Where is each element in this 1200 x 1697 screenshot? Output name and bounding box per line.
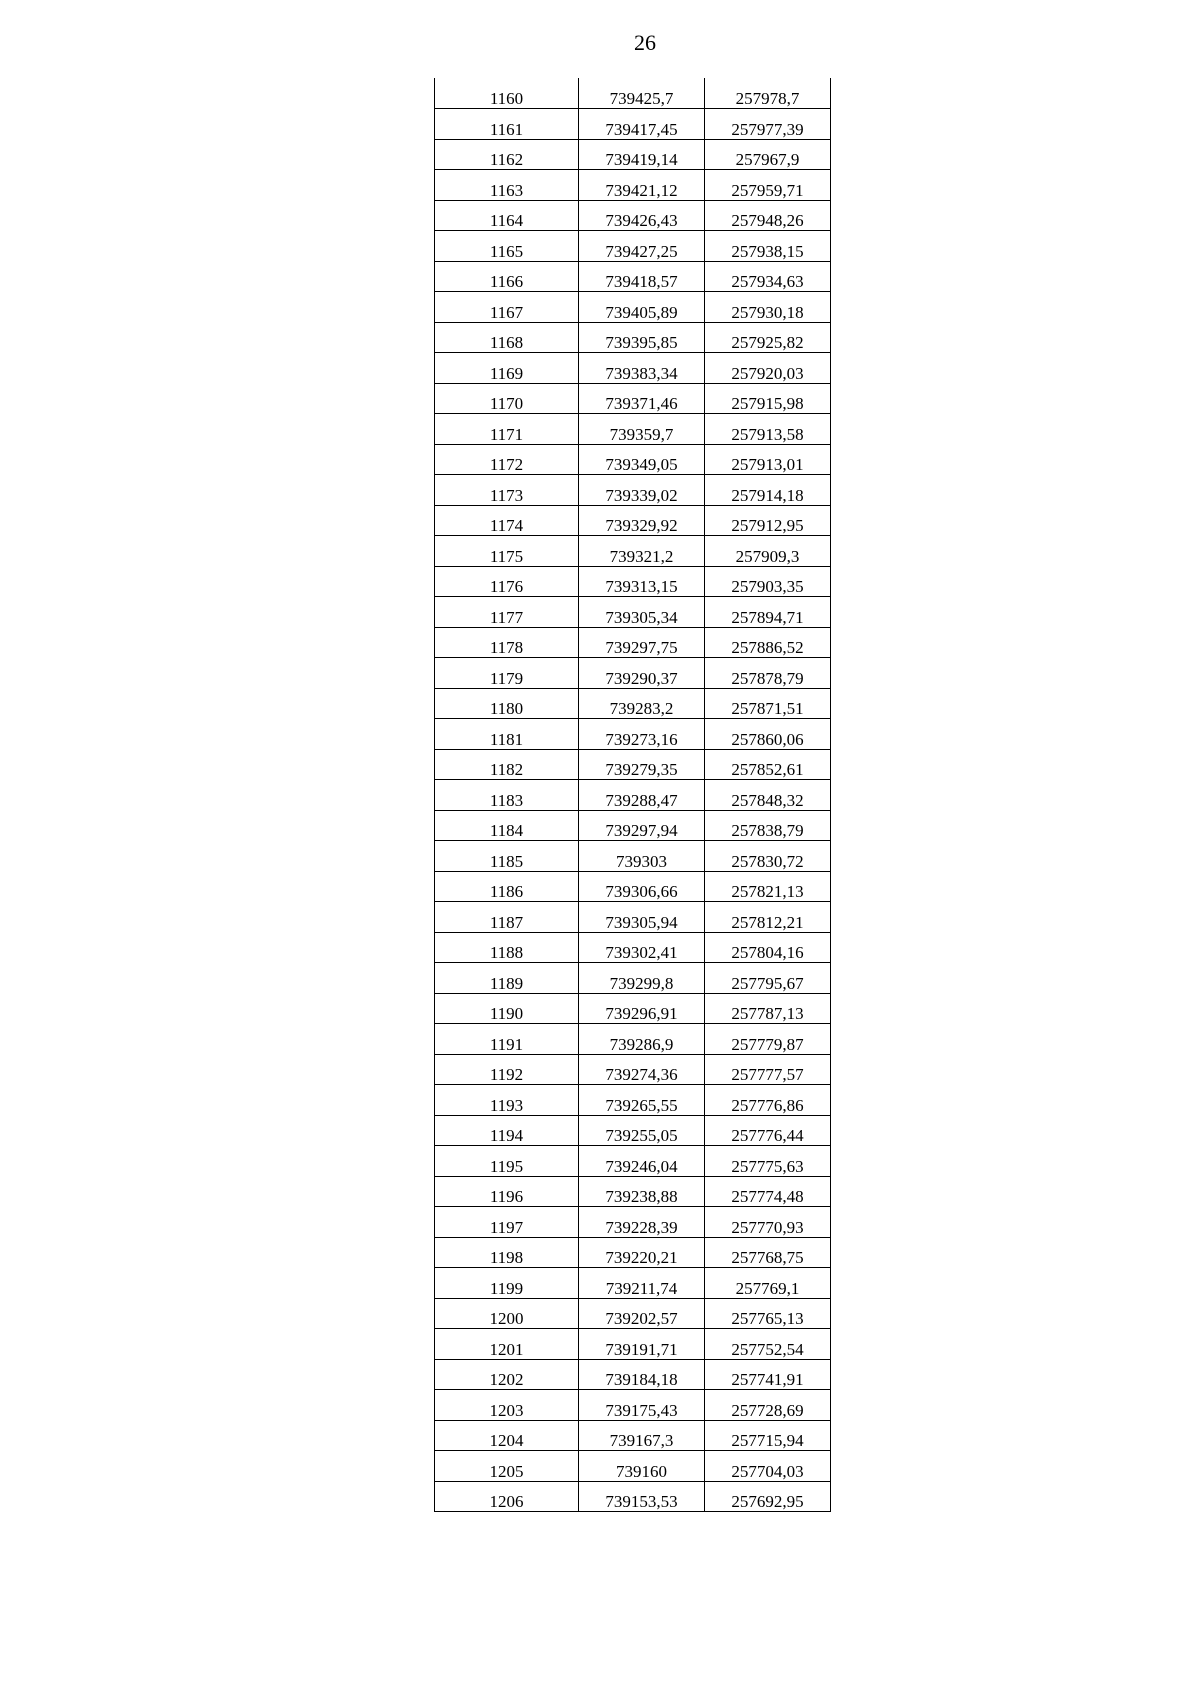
x-coordinate-cell: 739418,57 — [579, 261, 705, 292]
x-coordinate-cell: 739395,85 — [579, 322, 705, 353]
table-row — [435, 1085, 831, 1116]
table-row — [435, 322, 831, 353]
y-coordinate-cell: 257795,67 — [705, 963, 831, 994]
table-row — [435, 1146, 831, 1177]
table-row — [435, 200, 831, 231]
table-row — [435, 1115, 831, 1146]
point-number-cell: 1175 — [435, 536, 579, 567]
y-coordinate-cell: 257967,9 — [705, 139, 831, 170]
y-coordinate-cell: 257812,21 — [705, 902, 831, 933]
y-coordinate-cell: 257886,52 — [705, 627, 831, 658]
table-row — [435, 231, 831, 262]
y-coordinate-cell: 257871,51 — [705, 688, 831, 719]
point-number-cell: 1186 — [435, 871, 579, 902]
point-number-cell: 1169 — [435, 353, 579, 384]
table-row — [435, 658, 831, 689]
x-coordinate-cell: 739290,37 — [579, 658, 705, 689]
x-coordinate-cell: 739313,15 — [579, 566, 705, 597]
point-number-cell: 1204 — [435, 1420, 579, 1451]
y-coordinate-cell: 257934,63 — [705, 261, 831, 292]
y-coordinate-cell: 257704,03 — [705, 1451, 831, 1482]
table-row — [435, 536, 831, 567]
table-row — [435, 932, 831, 963]
table-row — [435, 170, 831, 201]
y-coordinate-cell: 257959,71 — [705, 170, 831, 201]
y-coordinate-cell: 257692,95 — [705, 1481, 831, 1512]
table-row — [435, 1390, 831, 1421]
y-coordinate-cell: 257913,58 — [705, 414, 831, 445]
y-coordinate-cell: 257912,95 — [705, 505, 831, 536]
point-number-cell: 1185 — [435, 841, 579, 872]
y-coordinate-cell: 257774,48 — [705, 1176, 831, 1207]
table-row — [435, 1451, 831, 1482]
table-row — [435, 505, 831, 536]
x-coordinate-cell: 739238,88 — [579, 1176, 705, 1207]
y-coordinate-cell: 257765,13 — [705, 1298, 831, 1329]
y-coordinate-cell: 257915,98 — [705, 383, 831, 414]
table-row — [435, 414, 831, 445]
point-number-cell: 1198 — [435, 1237, 579, 1268]
point-number-cell: 1173 — [435, 475, 579, 506]
y-coordinate-cell: 257728,69 — [705, 1390, 831, 1421]
x-coordinate-cell: 739279,35 — [579, 749, 705, 780]
y-coordinate-cell: 257821,13 — [705, 871, 831, 902]
point-number-cell: 1177 — [435, 597, 579, 628]
table-row — [435, 902, 831, 933]
x-coordinate-cell: 739419,14 — [579, 139, 705, 170]
x-coordinate-cell: 739191,71 — [579, 1329, 705, 1360]
point-number-cell: 1168 — [435, 322, 579, 353]
y-coordinate-cell: 257938,15 — [705, 231, 831, 262]
table-row — [435, 444, 831, 475]
x-coordinate-cell: 739246,04 — [579, 1146, 705, 1177]
point-number-cell: 1183 — [435, 780, 579, 811]
point-number-cell: 1165 — [435, 231, 579, 262]
x-coordinate-cell: 739417,45 — [579, 109, 705, 140]
x-coordinate-cell: 739329,92 — [579, 505, 705, 536]
y-coordinate-cell: 257903,35 — [705, 566, 831, 597]
x-coordinate-cell: 739339,02 — [579, 475, 705, 506]
table-row — [435, 475, 831, 506]
point-number-cell: 1176 — [435, 566, 579, 597]
point-number-cell: 1205 — [435, 1451, 579, 1482]
point-number-cell: 1200 — [435, 1298, 579, 1329]
y-coordinate-cell: 257920,03 — [705, 353, 831, 384]
point-number-cell: 1197 — [435, 1207, 579, 1238]
y-coordinate-cell: 257777,57 — [705, 1054, 831, 1085]
y-coordinate-cell: 257776,44 — [705, 1115, 831, 1146]
table-row — [435, 1237, 831, 1268]
point-number-cell: 1179 — [435, 658, 579, 689]
table-row — [435, 109, 831, 140]
table-row — [435, 688, 831, 719]
x-coordinate-cell: 739305,34 — [579, 597, 705, 628]
point-number-cell: 1202 — [435, 1359, 579, 1390]
page-number: 26 — [634, 30, 656, 55]
x-coordinate-cell: 739305,94 — [579, 902, 705, 933]
point-number-cell: 1171 — [435, 414, 579, 445]
x-coordinate-cell: 739175,43 — [579, 1390, 705, 1421]
x-coordinate-cell: 739160 — [579, 1451, 705, 1482]
y-coordinate-cell: 257775,63 — [705, 1146, 831, 1177]
y-coordinate-cell: 257779,87 — [705, 1024, 831, 1055]
point-number-cell: 1161 — [435, 109, 579, 140]
x-coordinate-cell: 739426,43 — [579, 200, 705, 231]
point-number-cell: 1203 — [435, 1390, 579, 1421]
y-coordinate-cell: 257768,75 — [705, 1237, 831, 1268]
point-number-cell: 1172 — [435, 444, 579, 475]
x-coordinate-cell: 739425,7 — [579, 78, 705, 109]
table-row — [435, 1268, 831, 1299]
point-number-cell: 1191 — [435, 1024, 579, 1055]
x-coordinate-cell: 739303 — [579, 841, 705, 872]
table-row — [435, 1207, 831, 1238]
x-coordinate-cell: 739286,9 — [579, 1024, 705, 1055]
table-row — [435, 292, 831, 323]
x-coordinate-cell: 739405,89 — [579, 292, 705, 323]
x-coordinate-cell: 739359,7 — [579, 414, 705, 445]
y-coordinate-cell: 257978,7 — [705, 78, 831, 109]
x-coordinate-cell: 739273,16 — [579, 719, 705, 750]
point-number-cell: 1195 — [435, 1146, 579, 1177]
x-coordinate-cell: 739299,8 — [579, 963, 705, 994]
table-row — [435, 1420, 831, 1451]
y-coordinate-cell: 257894,71 — [705, 597, 831, 628]
table-row — [435, 1176, 831, 1207]
x-coordinate-cell: 739255,05 — [579, 1115, 705, 1146]
x-coordinate-cell: 739421,12 — [579, 170, 705, 201]
x-coordinate-cell: 739427,25 — [579, 231, 705, 262]
x-coordinate-cell: 739321,2 — [579, 536, 705, 567]
point-number-cell: 1180 — [435, 688, 579, 719]
y-coordinate-cell: 257977,39 — [705, 109, 831, 140]
y-coordinate-cell: 257776,86 — [705, 1085, 831, 1116]
point-number-cell: 1163 — [435, 170, 579, 201]
x-coordinate-cell: 739184,18 — [579, 1359, 705, 1390]
x-coordinate-cell: 739297,94 — [579, 810, 705, 841]
table-row — [435, 1054, 831, 1085]
coordinates-table-body — [435, 78, 831, 1512]
table-row — [435, 1024, 831, 1055]
y-coordinate-cell: 257878,79 — [705, 658, 831, 689]
x-coordinate-cell: 739283,2 — [579, 688, 705, 719]
y-coordinate-cell: 257838,79 — [705, 810, 831, 841]
y-coordinate-cell: 257930,18 — [705, 292, 831, 323]
point-number-cell: 1206 — [435, 1481, 579, 1512]
y-coordinate-cell: 257770,93 — [705, 1207, 831, 1238]
table-row — [435, 627, 831, 658]
y-coordinate-cell: 257787,13 — [705, 993, 831, 1024]
x-coordinate-cell: 739288,47 — [579, 780, 705, 811]
x-coordinate-cell: 739296,91 — [579, 993, 705, 1024]
point-number-cell: 1167 — [435, 292, 579, 323]
point-number-cell: 1187 — [435, 902, 579, 933]
y-coordinate-cell: 257848,32 — [705, 780, 831, 811]
point-number-cell: 1162 — [435, 139, 579, 170]
table-row — [435, 566, 831, 597]
y-coordinate-cell: 257925,82 — [705, 322, 831, 353]
table-row — [435, 383, 831, 414]
point-number-cell: 1192 — [435, 1054, 579, 1085]
point-number-cell: 1160 — [435, 78, 579, 109]
point-number-cell: 1196 — [435, 1176, 579, 1207]
table-row — [435, 597, 831, 628]
point-number-cell: 1164 — [435, 200, 579, 231]
point-number-cell: 1189 — [435, 963, 579, 994]
y-coordinate-cell: 257769,1 — [705, 1268, 831, 1299]
table-row — [435, 1298, 831, 1329]
point-number-cell: 1188 — [435, 932, 579, 963]
table-row — [435, 353, 831, 384]
table-row — [435, 1329, 831, 1360]
point-number-cell: 1170 — [435, 383, 579, 414]
y-coordinate-cell: 257804,16 — [705, 932, 831, 963]
point-number-cell: 1182 — [435, 749, 579, 780]
x-coordinate-cell: 739349,05 — [579, 444, 705, 475]
table-row — [435, 78, 831, 109]
x-coordinate-cell: 739274,36 — [579, 1054, 705, 1085]
x-coordinate-cell: 739302,41 — [579, 932, 705, 963]
y-coordinate-cell: 257830,72 — [705, 841, 831, 872]
x-coordinate-cell: 739220,21 — [579, 1237, 705, 1268]
y-coordinate-cell: 257860,06 — [705, 719, 831, 750]
x-coordinate-cell: 739383,34 — [579, 353, 705, 384]
x-coordinate-cell: 739153,53 — [579, 1481, 705, 1512]
x-coordinate-cell: 739265,55 — [579, 1085, 705, 1116]
x-coordinate-cell: 739297,75 — [579, 627, 705, 658]
x-coordinate-cell: 739371,46 — [579, 383, 705, 414]
table-row — [435, 139, 831, 170]
point-number-cell: 1201 — [435, 1329, 579, 1360]
table-row — [435, 841, 831, 872]
table-row — [435, 719, 831, 750]
y-coordinate-cell: 257852,61 — [705, 749, 831, 780]
y-coordinate-cell: 257909,3 — [705, 536, 831, 567]
x-coordinate-cell: 739211,74 — [579, 1268, 705, 1299]
point-number-cell: 1166 — [435, 261, 579, 292]
table-row — [435, 749, 831, 780]
table-row — [435, 963, 831, 994]
table-row — [435, 871, 831, 902]
point-number-cell: 1184 — [435, 810, 579, 841]
point-number-cell: 1190 — [435, 993, 579, 1024]
y-coordinate-cell: 257741,91 — [705, 1359, 831, 1390]
y-coordinate-cell: 257752,54 — [705, 1329, 831, 1360]
y-coordinate-cell: 257715,94 — [705, 1420, 831, 1451]
x-coordinate-cell: 739228,39 — [579, 1207, 705, 1238]
table-row — [435, 1481, 831, 1512]
coordinates-table — [434, 78, 831, 1512]
table-row — [435, 993, 831, 1024]
x-coordinate-cell: 739306,66 — [579, 871, 705, 902]
y-coordinate-cell: 257914,18 — [705, 475, 831, 506]
point-number-cell: 1199 — [435, 1268, 579, 1299]
table-row — [435, 261, 831, 292]
point-number-cell: 1181 — [435, 719, 579, 750]
y-coordinate-cell: 257913,01 — [705, 444, 831, 475]
x-coordinate-cell: 739202,57 — [579, 1298, 705, 1329]
point-number-cell: 1174 — [435, 505, 579, 536]
x-coordinate-cell: 739167,3 — [579, 1420, 705, 1451]
y-coordinate-cell: 257948,26 — [705, 200, 831, 231]
point-number-cell: 1194 — [435, 1115, 579, 1146]
point-number-cell: 1178 — [435, 627, 579, 658]
point-number-cell: 1193 — [435, 1085, 579, 1116]
table-row — [435, 780, 831, 811]
table-row — [435, 1359, 831, 1390]
table-row — [435, 810, 831, 841]
